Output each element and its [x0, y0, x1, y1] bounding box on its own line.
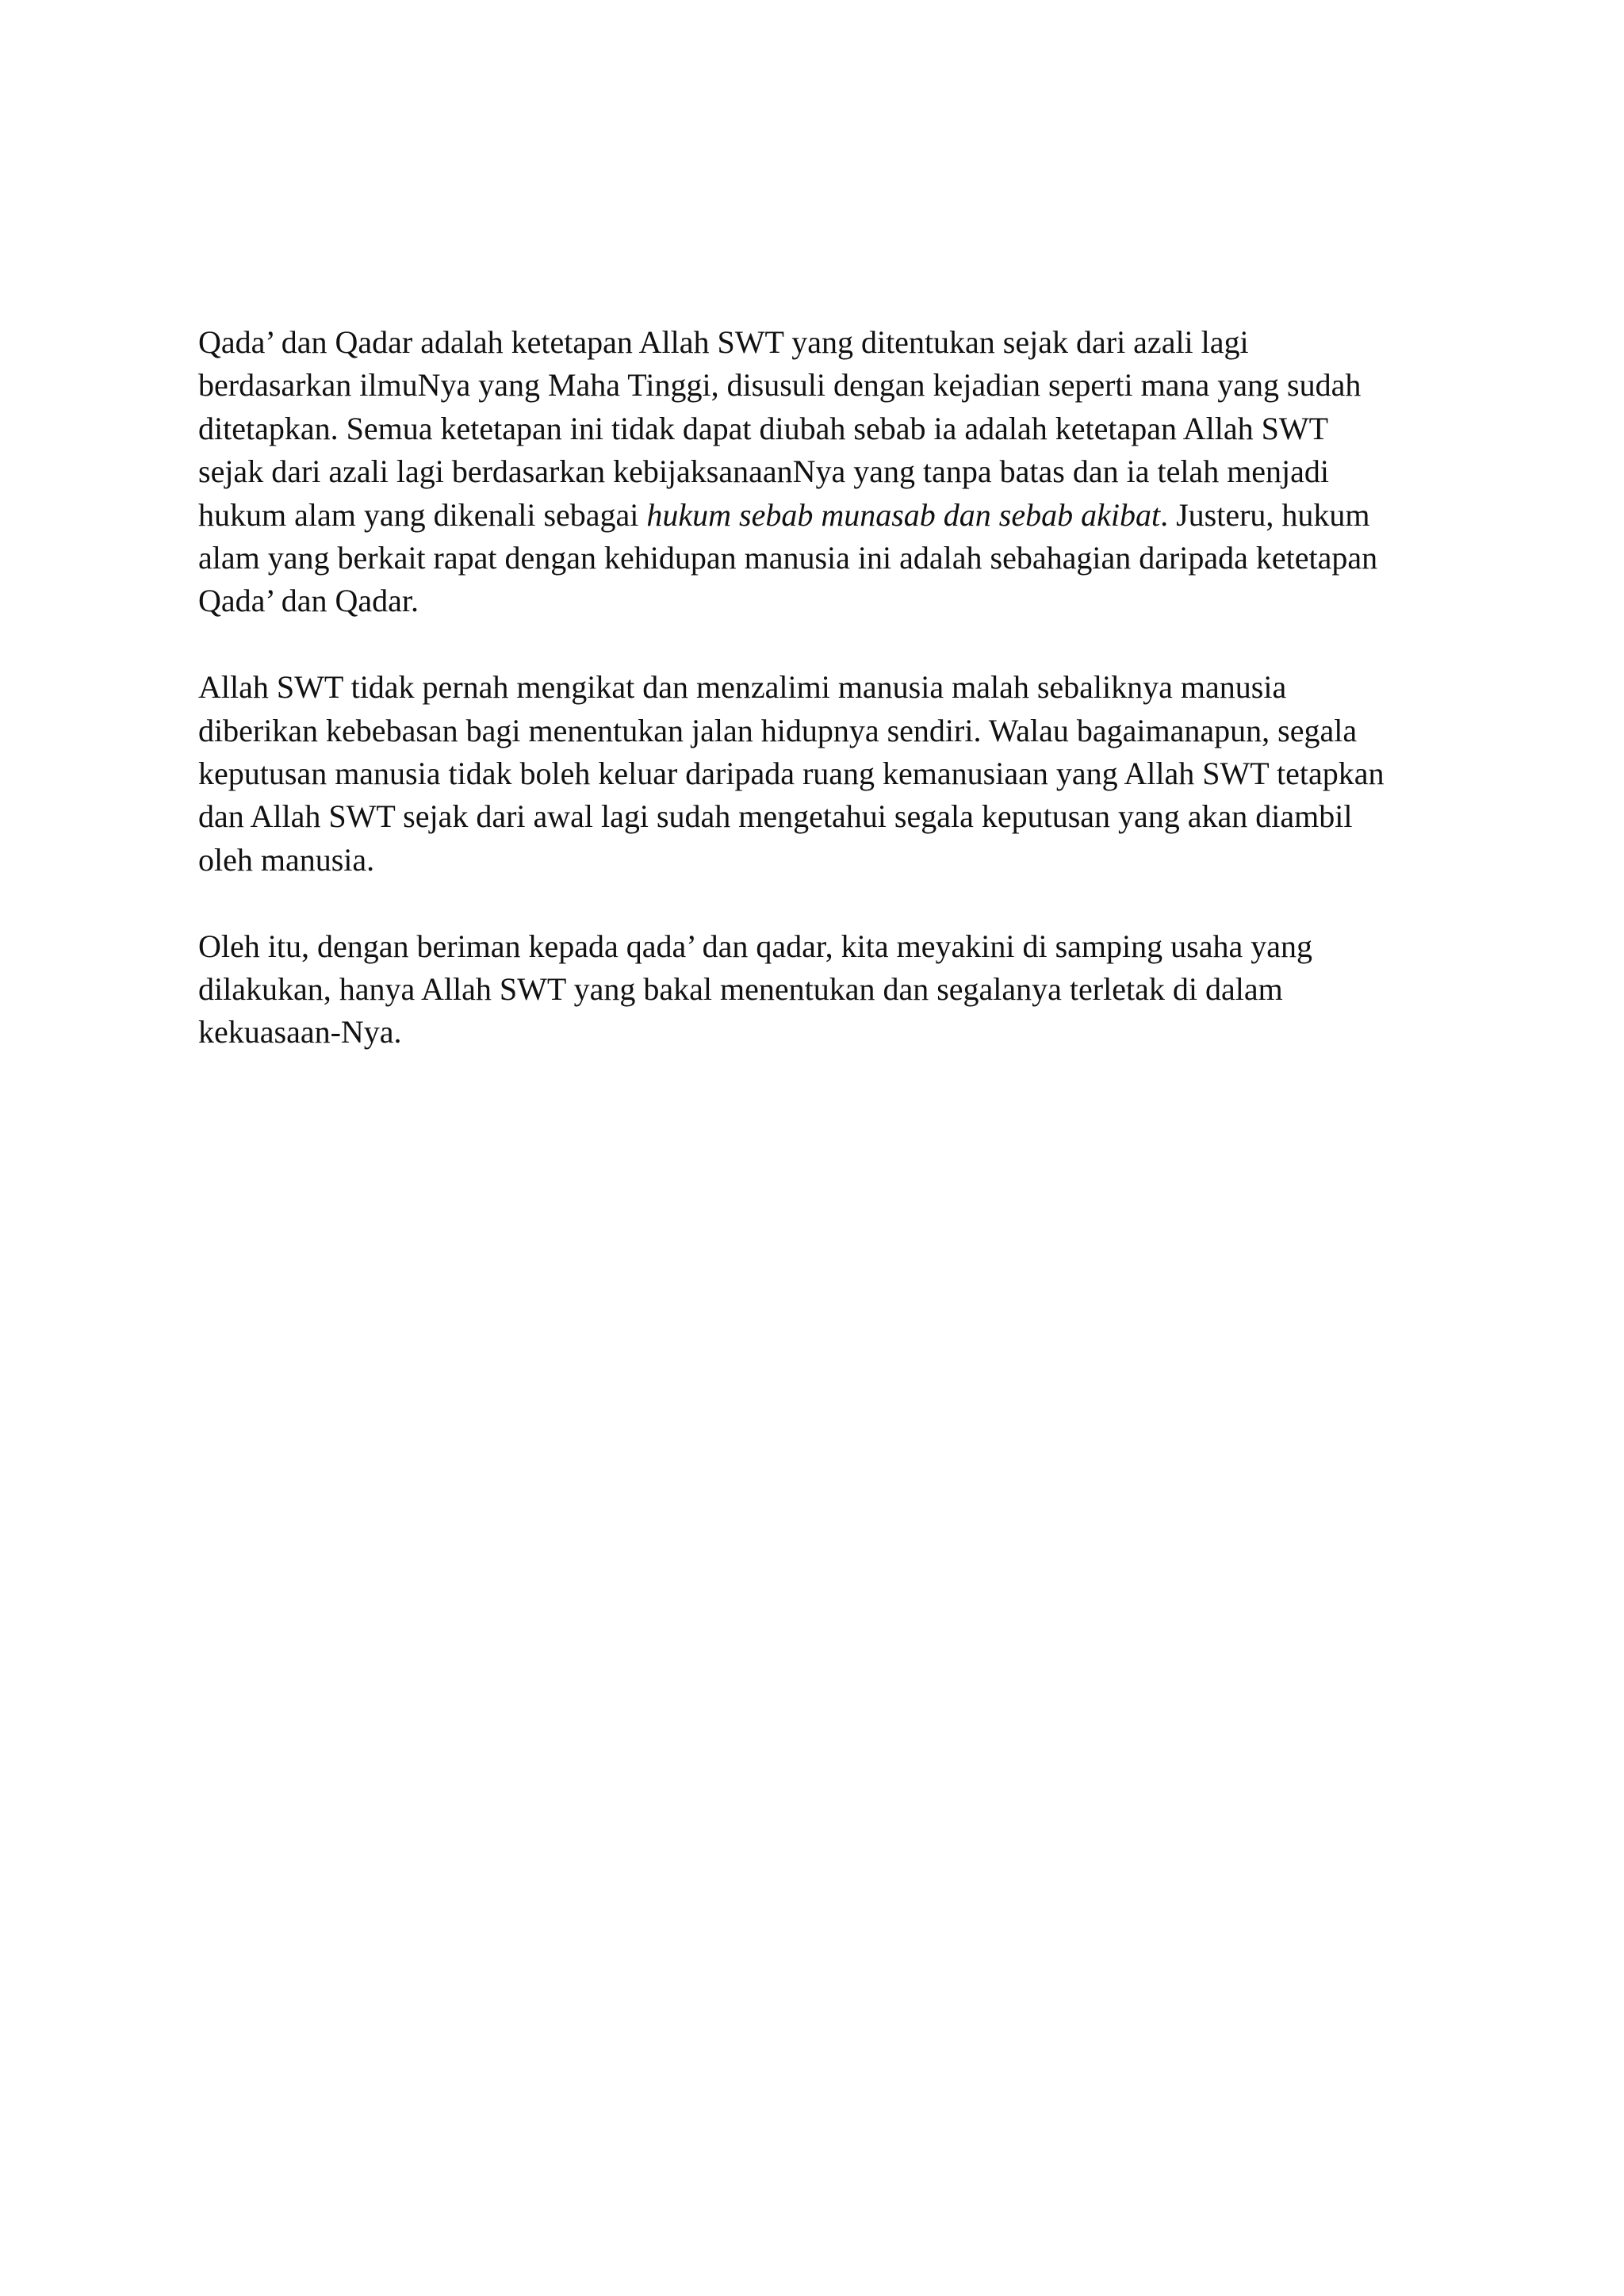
text-line: kekuasaan-Nya.	[198, 1014, 402, 1050]
italic-term: hukum sebab munasab dan sebab akibat	[646, 496, 1161, 533]
text-line: ditetapkan. Semua ketetapan ini tidak dapat diubah sebab ia adalah ketetapan Allah SWT	[198, 410, 1329, 446]
paragraph-2	[198, 666, 1467, 882]
text-line: dilakukan, hanya Allah SWT yang bakal menentukan dan segalanya terletak di dalam	[198, 971, 1283, 1008]
text-line: hukum alam yang dikenali sebagai hukum sebab munasab dan sebab akibat. Justeru, hukum	[198, 496, 1370, 533]
text-line: Oleh itu, dengan beriman kepada qada’ dan qadar, kita meyakini di samping usaha yang	[198, 928, 1312, 964]
text-line: Allah SWT tidak pernah mengikat dan menzalimi manusia malah sebaliknya manusia	[198, 669, 1287, 706]
text-line: diberikan kebebasan bagi menentukan jalan hidupnya sendiri. Walau bagaimanapun, segala	[198, 712, 1358, 748]
text-line: dan Allah SWT sejak dari awal lagi sudah mengetahui segala keputusan yang akan diambil	[198, 798, 1353, 835]
text-line: oleh manusia.	[198, 841, 375, 878]
text-line: Qada’ dan Qadar.	[198, 583, 419, 619]
document-body	[198, 321, 1467, 1097]
text-line: Qada’ dan Qadar adalah ketetapan Allah SWT yang ditentukan sejak dari azali lagi	[198, 324, 1249, 360]
paragraph-1	[198, 321, 1467, 623]
text-line: alam yang berkait rapat dengan kehidupan manusia ini adalah sebahagian daripada ketetapan	[198, 540, 1378, 576]
text-line: berdasarkan ilmuNya yang Maha Tinggi, disusuli dengan kejadian seperti mana yang sudah	[198, 367, 1362, 404]
paragraph-3	[198, 925, 1467, 1054]
text-line: sejak dari azali lagi berdasarkan kebijaksanaanNya yang tanpa batas dan ia telah menjadi	[198, 453, 1330, 490]
text-line: keputusan manusia tidak boleh keluar daripada ruang kemanusiaan yang Allah SWT tetapkan	[198, 756, 1385, 792]
